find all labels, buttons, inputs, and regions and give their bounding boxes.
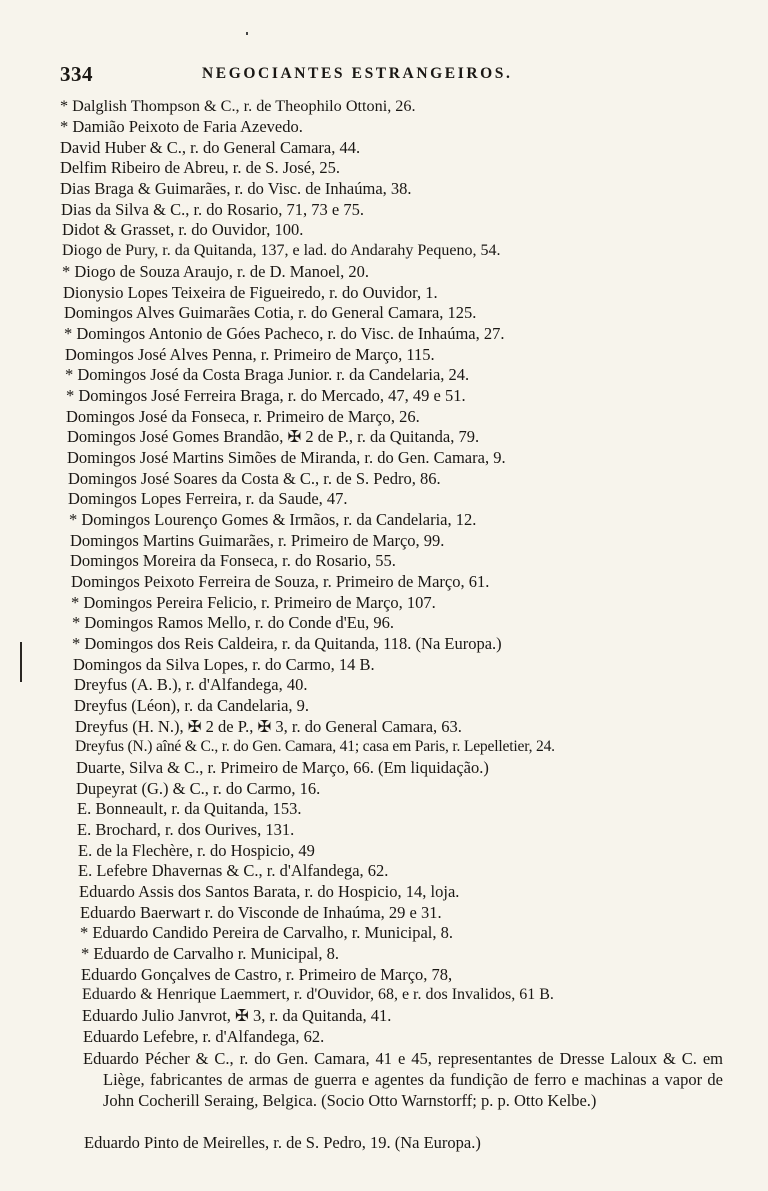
list-item: Domingos Lopes Ferreira, r. da Saude, 47. xyxy=(68,489,348,508)
list-item: Dreyfus (A. B.), r. d'Alfandega, 40. xyxy=(74,675,308,694)
list-item: Dreyfus (H. N.), ✠ 2 de P., ✠ 3, r. do General Camara, 63. xyxy=(75,717,462,736)
list-item: * Dalglish Thompson & C., r. de Theophilo Ottoni, 26. xyxy=(60,97,416,115)
list-item: Eduardo Assis dos Santos Barata, r. do Hospicio, 14, loja. xyxy=(79,882,460,901)
list-item: Dreyfus (N.) aîné & C., r. do Gen. Camara, 41; casa em Paris, r. Lepelletier, 24. xyxy=(75,738,555,755)
list-item: Domingos José da Fonseca, r. Primeiro de Março, 26. xyxy=(66,407,420,426)
list-item: Domingos José Soares da Costa & C., r. de S. Pedro, 86. xyxy=(68,469,441,488)
list-item: David Huber & C., r. do General Camara, 44. xyxy=(60,138,361,157)
list-item: * Diogo de Souza Araujo, r. de D. Manoel, 20. xyxy=(62,262,370,281)
list-item: * Eduardo Candido Pereira de Carvalho, r. Municipal, 8. xyxy=(80,923,453,942)
list-item: E. de la Flechère, r. do Hospicio, 49 xyxy=(78,841,315,860)
ink-speck xyxy=(246,32,248,35)
list-item: Duarte, Silva & C., r. Primeiro de Março, 66. (Em liquidação.) xyxy=(76,758,489,777)
list-item: Domingos José Alves Penna, r. Primeiro de Março, 115. xyxy=(65,345,435,364)
list-item: Domingos Martins Guimarães, r. Primeiro de Março, 99. xyxy=(70,531,445,550)
list-item: Delfim Ribeiro de Abreu, r. de S. José, 25. xyxy=(60,158,341,177)
list-item: Eduardo Gonçalves de Castro, r. Primeiro de Março, 78, xyxy=(81,965,453,984)
list-item: * Domingos Lourenço Gomes & Irmãos, r. da Candelaria, 12. xyxy=(69,510,477,529)
list-item: * Domingos dos Reis Caldeira, r. da Quitanda, 118. (Na Europa.) xyxy=(72,634,502,653)
list-item: Eduardo Julio Janvrot, ✠ 3, r. da Quitanda, 41. xyxy=(82,1006,392,1025)
list-item: * Domingos Antonio de Góes Pacheco, r. do Visc. de Inhaúma, 27. xyxy=(64,324,505,343)
list-item: Diogo de Pury, r. da Quitanda, 137, e lad. do Andarahy Pequeno, 54. xyxy=(62,242,501,259)
list-item: Didot & Grasset, r. do Ouvidor, 100. xyxy=(62,220,304,239)
page-number: 334 xyxy=(60,62,93,86)
list-item: Domingos José Gomes Brandão, ✠ 2 de P., r. da Quitanda, 79. xyxy=(67,427,480,446)
list-item: * Domingos Pereira Felicio, r. Primeiro de Março, 107. xyxy=(71,593,436,612)
list-item: * Damião Peixoto de Faria Azevedo. xyxy=(60,117,303,136)
list-item: Dias Braga & Guimarães, r. do Visc. de Inhaúma, 38. xyxy=(60,179,412,198)
page-header xyxy=(60,62,720,88)
list-item: * Eduardo de Carvalho r. Municipal, 8. xyxy=(81,944,339,963)
list-item: E. Brochard, r. dos Ourives, 131. xyxy=(77,820,295,839)
list-item: Domingos Alves Guimarães Cotia, r. do General Camara, 125. xyxy=(64,303,477,322)
list-item: E. Bonneault, r. da Quitanda, 153. xyxy=(77,799,302,818)
list-item: * Domingos José da Costa Braga Junior. r. da Candelaria, 24. xyxy=(65,365,470,384)
list-item: E. Lefebre Dhavernas & C., r. d'Alfandega, 62. xyxy=(78,861,389,880)
list-item: Domingos Peixoto Ferreira de Souza, r. Primeiro de Março, 61. xyxy=(71,572,490,591)
list-item: Eduardo & Henrique Laemmert, r. d'Ouvidor, 68, e r. dos Invalidos, 61 B. xyxy=(82,986,554,1003)
list-item: Domingos José Martins Simões de Miranda, r. do Gen. Camara, 9. xyxy=(67,448,506,467)
list-item: Dias da Silva & C., r. do Rosario, 71, 73 e 75. xyxy=(61,200,364,219)
margin-line-mark xyxy=(20,642,22,682)
list-item: Domingos Moreira da Fonseca, r. do Rosario, 55. xyxy=(70,551,396,570)
list-item: Dionysio Lopes Teixeira de Figueiredo, r. do Ouvidor, 1. xyxy=(63,283,438,302)
list-item: Dupeyrat (G.) & C., r. do Carmo, 16. xyxy=(76,779,321,798)
running-title: NEGOCIANTES ESTRANGEIROS. xyxy=(202,65,513,82)
list-item: Eduardo Pécher & C., r. do Gen. Camara, 41 e 45, representantes de Dresse Laloux & C. em Liège, fabricantes de armas de guerra e agentes da fundição de ferro e machinas a vapor de John Cocherill Seraing, Belgica. (Socio Otto Warnstorff; p. p. Otto Kelbe.) xyxy=(83,1049,723,1110)
list-item: Eduardo Pinto de Meirelles, r. de S. Pedro, 19. (Na Europa.) xyxy=(84,1133,481,1152)
list-item: Domingos da Silva Lopes, r. do Carmo, 14 B. xyxy=(73,655,375,674)
list-item: Eduardo Lefebre, r. d'Alfandega, 62. xyxy=(83,1027,325,1046)
list-item: * Domingos Ramos Mello, r. do Conde d'Eu, 96. xyxy=(72,613,394,632)
list-item: Dreyfus (Léon), r. da Candelaria, 9. xyxy=(74,696,310,715)
list-item: Eduardo Baerwart r. do Visconde de Inhaúma, 29 e 31. xyxy=(80,903,442,922)
list-item: * Domingos José Ferreira Braga, r. do Mercado, 47, 49 e 51. xyxy=(66,386,466,405)
